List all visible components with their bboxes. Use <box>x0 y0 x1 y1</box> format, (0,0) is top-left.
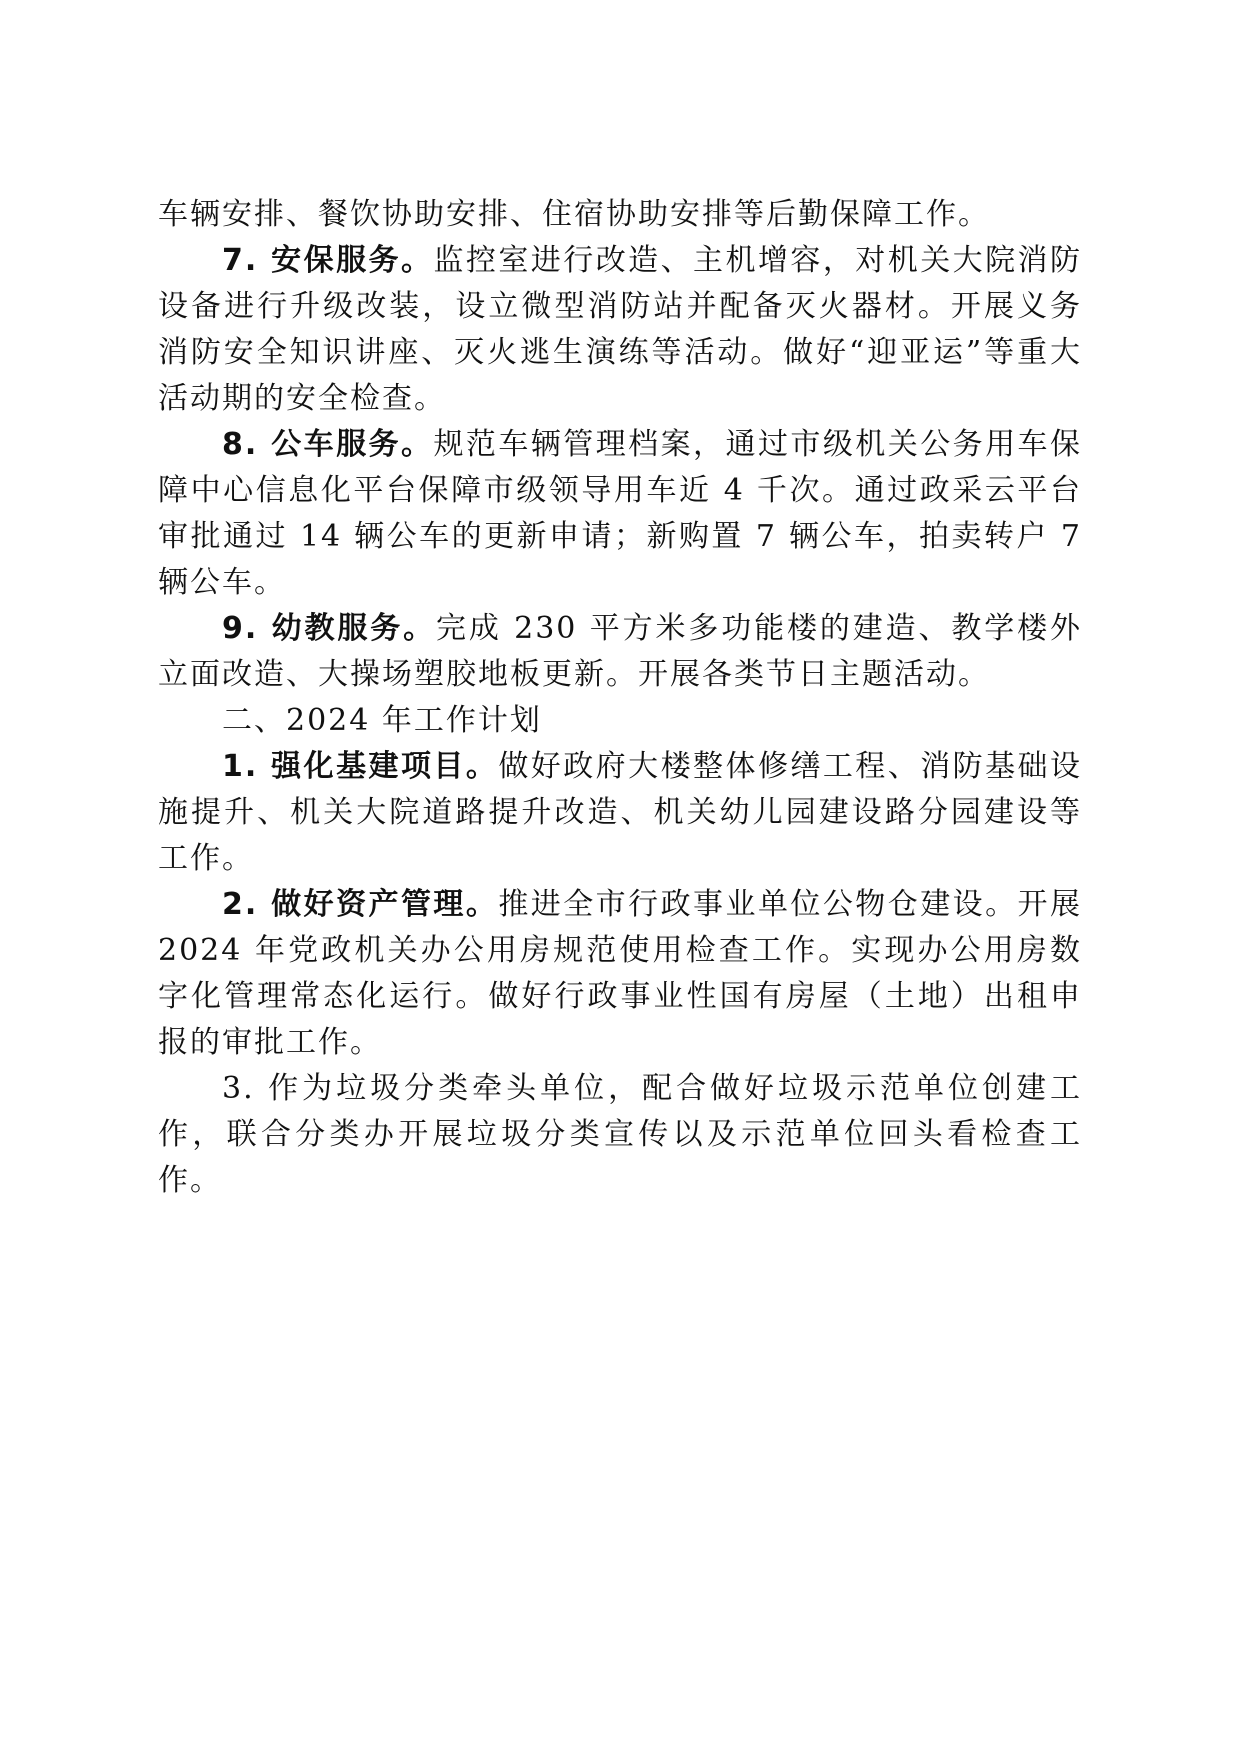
paragraph-text: 监控室进行改造、主机增容，对机关大院消防设备进行升级改装，设立微型消防站并配备灭火器材。开展义务消防安全知识讲座、灭火逃生演练等活动。做好“迎亚运”等重大活动期的安全检查。 <box>158 243 1083 416</box>
paragraph-text: 完成 230 平方米多功能楼的建造、教学楼外立面改造、大操场塑胶地板更新。开展各类节日主题活动。 <box>158 611 1082 692</box>
paragraph-waste-sorting <box>158 1066 1082 1204</box>
paragraph-text: 车辆安排、餐饮协助安排、住宿协助安排等后勤保障工作。 <box>158 197 990 232</box>
paragraph-kindergarten-service <box>158 606 1082 698</box>
paragraph-security-service <box>158 238 1082 422</box>
paragraph-text: 3. 作为垃圾分类牵头单位，配合做好垃圾示范单位创建工作，联合分类办开展垃圾分类宣传以及示范单位回头看检查工作。 <box>158 1071 1082 1198</box>
paragraph-text: 推进全市行政事业单位公物仓建设。开展 2024 年党政机关办公用房规范使用检查工作。实现办公用房数字化管理常态化运行。做好行政事业性国有房屋（土地）出租申报的审批工作。 <box>158 887 1082 1060</box>
paragraph-infrastructure <box>158 744 1082 882</box>
paragraph-heading: 7. 安保服务。 <box>222 243 434 278</box>
paragraph-asset-management <box>158 882 1082 1066</box>
paragraph-heading: 2. 做好资产管理。 <box>222 887 499 922</box>
section-heading-2024-plan <box>158 698 1082 744</box>
paragraph-text: 二、2024 年工作计划 <box>222 703 542 738</box>
paragraph-heading: 8. 公车服务。 <box>222 427 434 462</box>
paragraph-text: 规范车辆管理档案，通过市级机关公务用车保障中心信息化平台保障市级领导用车近 4 千次。通过政采云平台审批通过 14 辆公车的更新申请；新购置 7 辆公车，拍卖转户 7 辆公车。 <box>158 427 1083 600</box>
document-body <box>158 192 1082 1204</box>
paragraph-text: 做好政府大楼整体修缮工程、消防基础设施提升、机关大院道路提升改造、机关幼儿园建设路分园建设等工作。 <box>158 749 1082 876</box>
paragraph-heading: 1. 强化基建项目。 <box>222 749 499 784</box>
paragraph-heading: 9. 幼教服务。 <box>222 611 436 646</box>
paragraph-vehicle-service <box>158 422 1082 606</box>
paragraph-logistics-continuation <box>158 192 1082 238</box>
